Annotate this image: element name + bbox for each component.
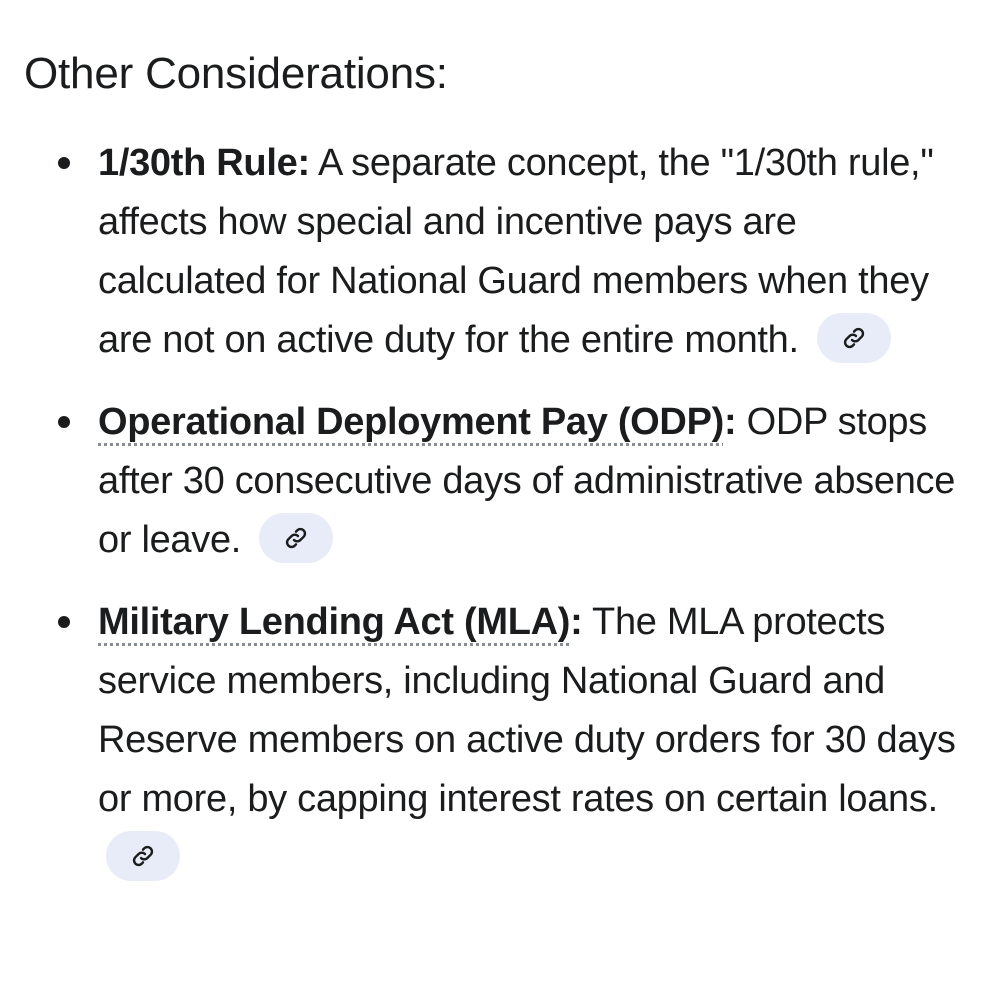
item-term-colon: : (297, 142, 310, 184)
bullet-dot-icon (58, 416, 70, 428)
link-icon (842, 326, 866, 350)
source-link-chip[interactable] (817, 313, 891, 363)
item-term-colon: : (723, 401, 737, 443)
item-term-link[interactable]: Operational Deployment Pay (ODP) (98, 401, 724, 443)
list-item (24, 593, 974, 888)
list-item (24, 134, 974, 370)
item-term-link[interactable]: Military Lending Act (MLA) (98, 601, 571, 643)
item-term: 1/30th Rule (98, 142, 298, 184)
list-item (24, 393, 974, 570)
item-text: ODP stops after 30 consecutive days of administrative absence or leave. (98, 401, 956, 561)
section-heading: Other Considerations: (24, 49, 448, 98)
bullet-dot-icon (58, 616, 70, 628)
other-considerations-section (24, 42, 974, 911)
link-icon (131, 844, 155, 868)
link-icon (284, 526, 308, 550)
source-link-chip[interactable] (259, 513, 333, 563)
item-text: A separate concept, the "1/30th rule," affects how special and incentive pays are calculated for National Guard members when they are not on active duty for the entire month. (98, 142, 934, 361)
source-link-chip[interactable] (106, 831, 180, 881)
item-term-colon: : (570, 601, 583, 643)
considerations-list (24, 134, 974, 888)
bullet-dot-icon (58, 157, 70, 169)
item-text: The MLA protects service members, including National Guard and Reserve members on active duty orders for 30 days or more, by capping interest rates on certain loans. (98, 601, 956, 820)
